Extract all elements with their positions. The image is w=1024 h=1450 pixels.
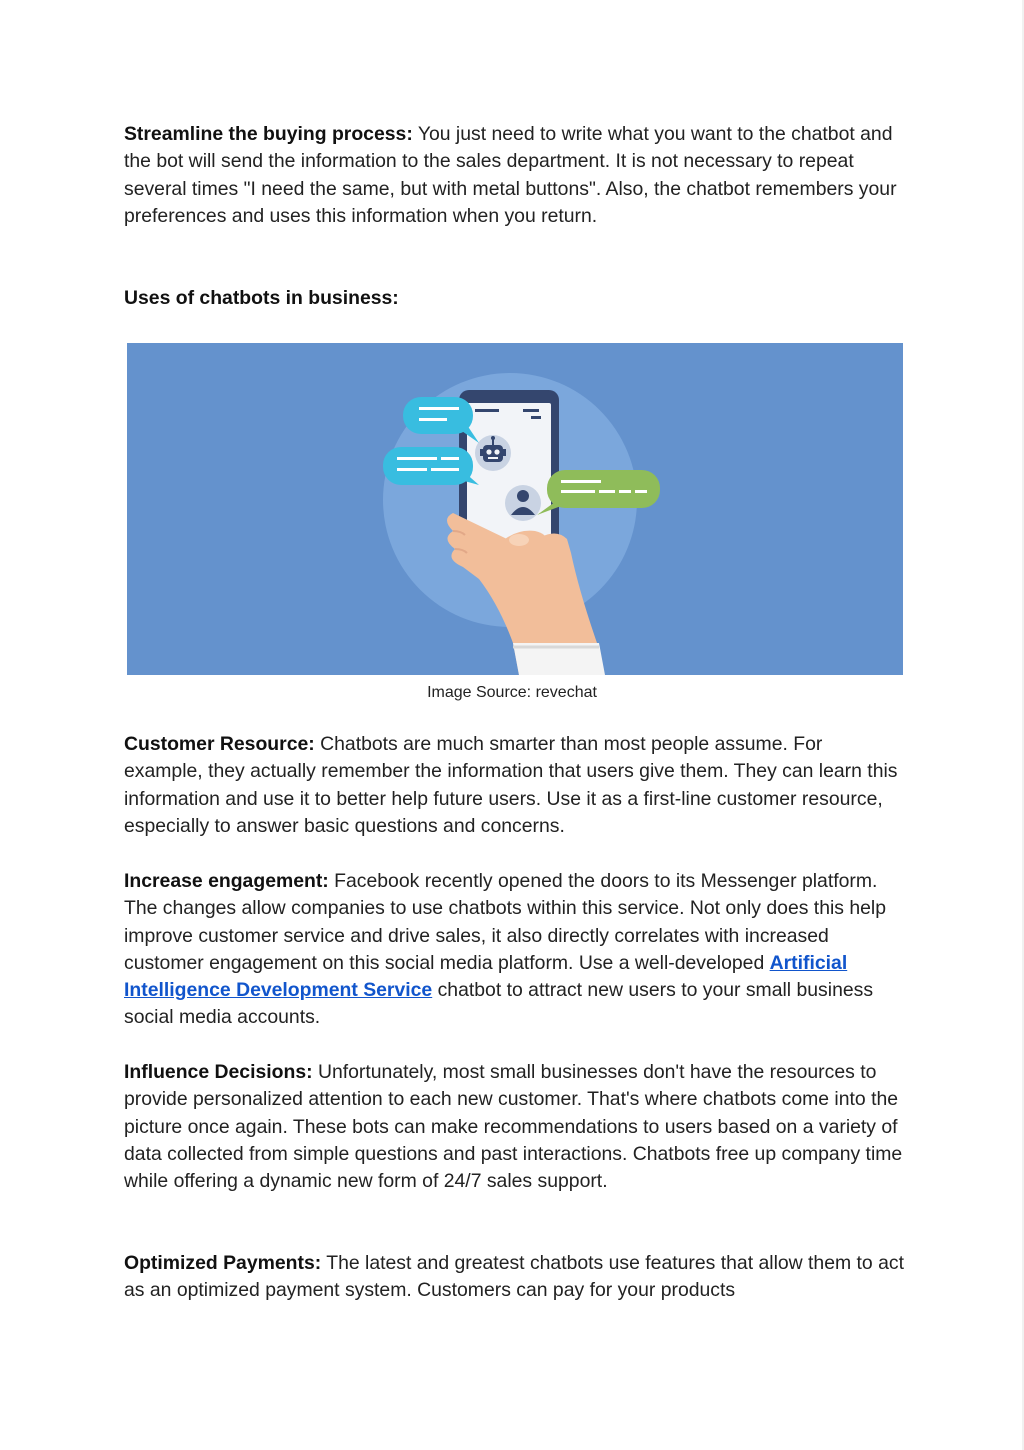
ai-development-service-link[interactable]: Artificial Intelligence Development Service — [124, 951, 848, 1002]
chat-bubble-icon — [383, 447, 479, 485]
user-icon — [505, 485, 541, 521]
paragraph-text: Unfortunately, most small businesses don't have the resources to provide personalized attention to each new customer. That's where chatbots come into the picture once again. These bots can make recommendations to users based on a variety of data collected from simple questions and past interactions. Chatbots free up company time while offering a dynamic new form of 24/7 sales support. — [124, 1061, 903, 1193]
chatbot-illustration — [127, 343, 903, 675]
paragraph-title: Influence Decisions: — [124, 1061, 313, 1083]
paragraph-influence — [124, 1059, 904, 1195]
paragraph-text: Chatbots are much smarter than most people assume. For example, they actually remember the information that users give them. They can learn this information and use it to better help future users. Use it as a first-line customer resource, especially to answer basic questions and concerns. — [124, 733, 898, 837]
paragraph-text: You just need to write what you want to the chatbot and the bot will send the information to the sales department. It is not necessary to repeat several times "I need the same, but with metal buttons". Also, the chatbot remembers your preferences and uses this information when you return. — [124, 123, 897, 227]
paragraph-text: chatbot to attract new users to your small business social media accounts. — [124, 979, 874, 1029]
image-caption: Image Source: revechat — [427, 684, 597, 701]
paragraph-streamline — [124, 121, 904, 230]
paragraph-engagement — [124, 868, 904, 1032]
chatbot-phone-image — [127, 343, 903, 675]
paragraph-title: Streamline the buying process: — [124, 123, 413, 145]
paragraph-title: Increase engagement: — [124, 870, 329, 892]
paragraph-customer-resource — [124, 731, 904, 840]
paragraph-payments — [124, 1250, 904, 1305]
section-heading: Uses of chatbots in business: — [124, 287, 399, 309]
paragraph-title: Optimized Payments: — [124, 1252, 322, 1274]
paragraph-title: Customer Resource: — [124, 733, 315, 755]
paragraph-text: The latest and greatest chatbots use features that allow them to act as an optimized payment system. Customers can pay for your products — [124, 1252, 904, 1302]
paragraph-text: Facebook recently opened the doors to its Messenger platform. The changes allow companies to use chatbots within this service. Not only does this help improve customer service and drive sales, it also directly correlates with increased customer engagement on this social media platform. Use a well-developed — [124, 870, 887, 974]
robot-icon — [475, 435, 511, 471]
